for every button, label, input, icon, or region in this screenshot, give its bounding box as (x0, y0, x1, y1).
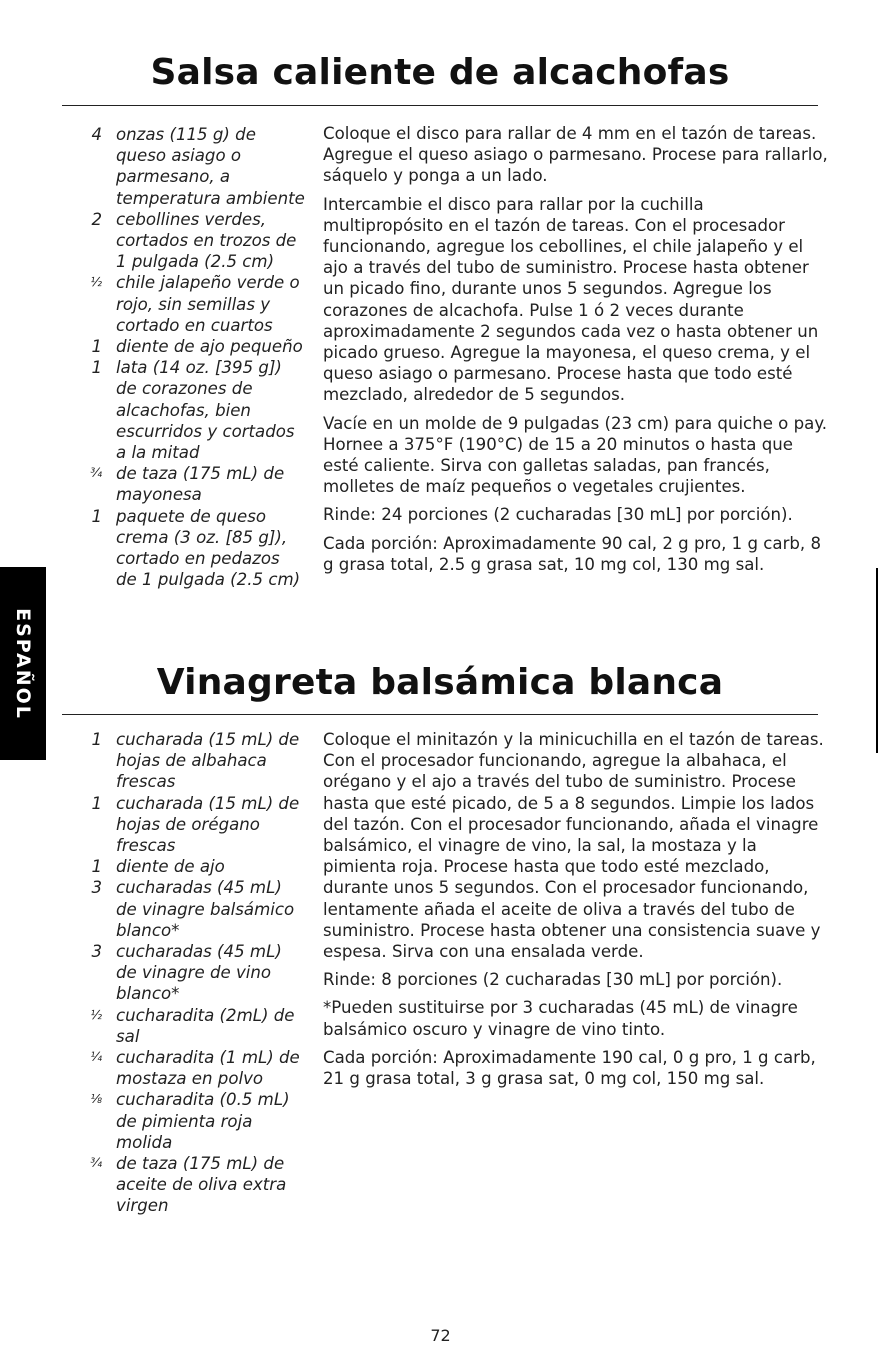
instructions (323, 123, 829, 582)
ingredient-item (80, 124, 305, 209)
ingredient-item (80, 272, 305, 336)
instruction-paragraph: Coloque el disco para rallar de 4 mm en el tazón de tareas. Agregue el queso asiago o parmesano. Procese para rallarlo, sáquelo y ponga a un lado. (323, 124, 828, 186)
instruction-paragraph: Vacíe en un molde de 9 pulgadas (23 cm) para quiche o pay. Hornee a 375°F (190°C) de 15 a 20 minutos o hasta que esté caliente. Sirva con galletas saladas, pan francés, molletes de maíz pequeños o vegetales crujientes. (323, 413, 828, 497)
recipe-title: Vinagreta balsámica blanca (156, 662, 724, 703)
instruction-paragraph: Intercambie el disco para rallar por la cuchilla multipropósito en el tazón de tareas. Con el procesador funcionando, agregue los cebollines, el chile jalapeño y el ajo a través del tubo de suministro. Procese hasta obtener un picado fino, durante unos 5 segundos. Agregue los corazones de alcachofa. Pulse 1 ó 2 veces durante aproximadamente 2 segundos cada vez o hasta obtener un picado grueso. Agregue la mayonesa, el queso crema, y el queso asiago o parmesano. Procese hasta que todo esté mezclado, alrededor de 5 segundos. (323, 194, 819, 405)
ingredient-text: cucharadita (1 mL) de mostaza en polvo (116, 1048, 300, 1089)
ingredient-item (80, 463, 305, 505)
language-tab-label: ESPAÑOL (12, 607, 34, 720)
ingredient-item (80, 1047, 305, 1089)
ingredient-item (80, 1089, 305, 1153)
ingredient-quantity: 1 (91, 857, 102, 877)
yield-text: Rinde: 24 porciones (2 cucharadas [30 mL] por porción). (323, 505, 793, 525)
ingredient-quantity: 1 (91, 730, 102, 749)
ingredient-quantity: ⅛ (90, 1092, 102, 1107)
ingredient-text: chile jalapeño verde o rojo, sin semillas y cortado en cuartos (116, 273, 300, 335)
ingredient-item (80, 357, 305, 463)
ingredient-item (80, 856, 305, 877)
ingredient-list (80, 124, 305, 590)
ingredient-text: lata (14 oz. [395 g]) de corazones de alcachofas, bien escurridos y cortados a la mitad (116, 358, 295, 463)
ingredient-text: cebollines verdes, cortados en trozos de 1 pulgada (2.5 cm) (116, 209, 297, 272)
ingredient-text: cucharadas (45 mL) de vinagre de vino blanco* (116, 942, 282, 1004)
nutrition-text: Cada porción: Aproximadamente 190 cal, 0 g pro, 1 g carb, 21 g grasa total, 3 g grasa sat, 0 mg col, 150 mg sal. (323, 1047, 816, 1089)
ingredient-item (80, 209, 305, 273)
ingredient-quantity: 1 (91, 506, 102, 526)
ingredient-quantity: ¾ (90, 466, 102, 481)
ingredient-item (80, 877, 305, 941)
ingredient-quantity: 1 (91, 793, 102, 813)
ingredient-text: cucharada (15 mL) de hojas de albahaca frescas (116, 730, 300, 792)
ingredient-item (80, 1153, 305, 1217)
page-edge-line (876, 568, 878, 753)
ingredient-text: cucharadita (0.5 mL) de pimienta roja molida (116, 1090, 290, 1152)
ingredient-item (80, 729, 305, 793)
nutrition-text: Cada porción: Aproximadamente 90 cal, 2 g pro, 1 g carb, 8 g grasa total, 2.5 g grasa sat, 10 mg col, 130 mg sal. (323, 533, 822, 574)
ingredient-text: de taza (175 mL) de mayonesa (116, 464, 285, 505)
ingredient-quantity: 2 (91, 209, 102, 229)
language-tab (0, 567, 46, 760)
ingredient-item (80, 506, 305, 591)
footnote-text: *Pueden sustituirse por 3 cucharadas (45 mL) de vinagre balsámico oscuro y vinagre de vino tinto. (323, 998, 798, 1039)
ingredient-text: de taza (175 mL) de aceite de oliva extra virgen (116, 1154, 287, 1216)
recipe-title: Salsa caliente de alcachofas (150, 52, 730, 93)
ingredient-text: onzas (115 g) de queso asiago o parmesano, a temperatura ambiente (116, 125, 305, 208)
yield-text: Rinde: 8 porciones (2 cucharadas [30 mL] por porción). (323, 970, 783, 990)
instruction-paragraph: Coloque el minitazón y la minicuchilla en el tazón de tareas. Con el procesador funcionando, agregue la albahaca, el orégano y el ajo a través del tubo de suministro. Procese hasta que esté picado, de 5 a 8 segundos. Limpie los lados del tazón. Con el procesador funcionando, añada el vinagre balsámico, el vinagre de vino, la sal, la mostaza y la pimienta roja. Procese hasta que todo esté mezclado, durante unos 5 segundos. Con el procesador funcionando, lentamente añada el aceite de oliva a través del tubo de suministro. Procese hasta obtener una consistencia suave y espesa. Sirva con una ensalada verde. (323, 730, 824, 962)
ingredient-text: cucharadita (2mL) de sal (116, 1005, 295, 1046)
ingredient-quantity: 1 (91, 358, 102, 378)
ingredient-text: diente de ajo pequeño (116, 337, 303, 357)
ingredient-quantity: 3 (91, 878, 102, 898)
ingredient-text: cucharada (15 mL) de hojas de orégano frescas (116, 793, 300, 856)
ingredient-item (80, 941, 305, 1005)
ingredient-quantity: ½ (90, 1007, 102, 1022)
ingredient-text: diente de ajo (116, 857, 225, 877)
ingredient-quantity: 3 (91, 942, 102, 962)
ingredient-item (80, 1005, 305, 1047)
ingredient-item (80, 336, 305, 357)
ingredient-item (80, 793, 305, 857)
ingredient-quantity: 1 (91, 337, 102, 357)
ingredient-text: cucharadas (45 mL) de vinagre balsámico blanco* (116, 878, 295, 940)
ingredient-text: paquete de queso crema (3 oz. [85 g]), cortado en pedazos de 1 pulgada (2.5 cm) (116, 506, 301, 590)
instructions (323, 729, 829, 1096)
title-rule (62, 714, 818, 715)
ingredient-quantity: ¾ (90, 1156, 102, 1171)
ingredient-list (80, 729, 305, 1217)
ingredient-quantity: ½ (90, 275, 102, 290)
title-rule (62, 105, 818, 106)
ingredient-quantity: 4 (91, 125, 102, 144)
ingredient-quantity: ¼ (90, 1050, 102, 1065)
page-number: 72 (430, 1326, 451, 1345)
